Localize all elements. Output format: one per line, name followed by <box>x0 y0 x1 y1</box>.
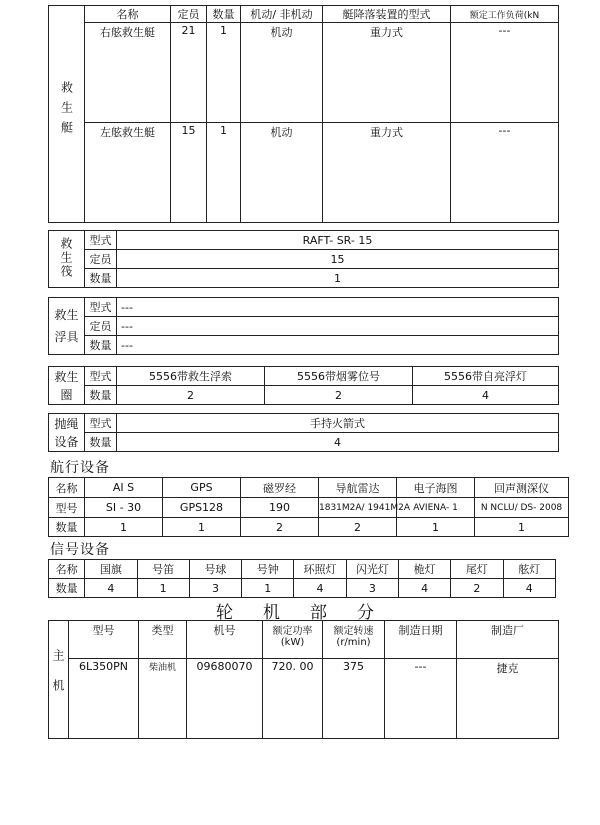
nav-name: 导航雷达 <box>319 478 397 498</box>
lifebuoy-qty: 4 <box>413 386 559 405</box>
nav-qty-label: 数量 <box>49 518 85 537</box>
buoyant-label: 定员 <box>85 317 117 336</box>
engine-table <box>48 620 559 739</box>
lifeboat-header-davit: 艇降落装置的型式 <box>323 6 451 23</box>
engine-cell: 柴油机 <box>139 659 187 739</box>
lifeboat-group-label: 救生艇 <box>49 6 85 223</box>
engine-cell: --- <box>385 659 457 739</box>
linethrow-qty-label: 数量 <box>85 433 117 452</box>
nav-name: AI S <box>85 478 163 498</box>
lifeboat-cell: 机动 <box>241 123 323 223</box>
nav-model: GPS128 <box>163 498 241 518</box>
engine-header: 额定转速 (r/min) <box>323 621 385 659</box>
linethrow-group-label: 抛绳设备 <box>49 414 85 452</box>
lifeboat-header-name: 名称 <box>85 6 171 23</box>
nav-model: AVIENA- 1 <box>397 498 475 518</box>
linethrow-table <box>48 413 559 452</box>
signal-name: 国旗 <box>85 560 137 579</box>
signal-qty: 4 <box>503 579 555 598</box>
buoyant-value: --- <box>117 317 559 336</box>
buoyant-value: --- <box>117 298 559 317</box>
nav-model: SI - 30 <box>85 498 163 518</box>
nav-qty: 2 <box>241 518 319 537</box>
nav-name: GPS <box>163 478 241 498</box>
nav-name: 磁罗经 <box>241 478 319 498</box>
engine-cell: 6L350PN <box>69 659 139 739</box>
buoyant-label: 数量 <box>85 336 117 355</box>
lifeboat-header-propulsion: 机动/ 非机动 <box>241 6 323 23</box>
liferaft-value: 1 <box>117 269 559 288</box>
lifebuoy-type-label: 型式 <box>85 367 117 386</box>
engine-header: 机号 <box>187 621 263 659</box>
nav-qty: 1 <box>475 518 569 537</box>
liferaft-value: RAFT- SR- 15 <box>117 231 559 250</box>
buoyant-group-label: 救生浮具 <box>49 298 85 355</box>
signal-name-label: 名称 <box>49 560 85 579</box>
signal-name: 号球 <box>189 560 241 579</box>
nav-qty: 1 <box>85 518 163 537</box>
lifeboat-cell: 15 <box>171 123 207 223</box>
lifeboat-header-qty: 数量 <box>207 6 241 23</box>
liferaft-label: 型式 <box>85 231 117 250</box>
linethrow-type: 手持火箭式 <box>117 414 559 433</box>
lifeboat-cell: --- <box>451 123 559 223</box>
lifebuoy-qty: 2 <box>265 386 413 405</box>
signal-name: 号钟 <box>242 560 294 579</box>
signal-table <box>48 559 556 598</box>
lifeboat-cell: 左舷救生艇 <box>85 123 171 223</box>
nav-table <box>48 477 569 537</box>
lifeboat-cell: 右舷救生艇 <box>85 23 171 123</box>
signal-qty: 4 <box>85 579 137 598</box>
nav-model: N NCLU/ DS- 2008 <box>475 498 569 518</box>
linethrow-type-label: 型式 <box>85 414 117 433</box>
signal-name: 闪光灯 <box>346 560 398 579</box>
signal-name: 桅灯 <box>398 560 450 579</box>
signal-qty: 1 <box>137 579 189 598</box>
linethrow-qty: 4 <box>117 433 559 452</box>
lifebuoy-type: 5556带救生浮索 <box>117 367 265 386</box>
nav-name: 回声测深仪 <box>475 478 569 498</box>
lifebuoy-group-label: 救生圈 <box>49 367 85 405</box>
nav-name: 电子海图 <box>397 478 475 498</box>
engine-group-label: 主机 <box>49 621 69 739</box>
engine-cell: 720. 00 <box>263 659 323 739</box>
lifebuoy-qty-label: 数量 <box>85 386 117 405</box>
lifebuoy-qty: 2 <box>117 386 265 405</box>
lifebuoy-type: 5556带自亮浮灯 <box>413 367 559 386</box>
signal-name: 号笛 <box>137 560 189 579</box>
buoyant-label: 型式 <box>85 298 117 317</box>
nav-name-label: 名称 <box>49 478 85 498</box>
engine-section-title: 轮机部分 <box>216 603 404 623</box>
nav-model-label: 型号 <box>49 498 85 518</box>
lifebuoy-table <box>48 366 559 405</box>
nav-model: 190 <box>241 498 319 518</box>
signal-name: 舷灯 <box>503 560 555 579</box>
buoyant-table <box>48 297 559 355</box>
engine-header: 制造厂 <box>457 621 559 659</box>
signal-name: 环照灯 <box>294 560 346 579</box>
engine-header: 类型 <box>139 621 187 659</box>
nav-qty: 1 <box>397 518 475 537</box>
engine-cell: 09680070 <box>187 659 263 739</box>
engine-header: 制造日期 <box>385 621 457 659</box>
engine-header: 型号 <box>69 621 139 659</box>
nav-qty: 2 <box>319 518 397 537</box>
signal-qty: 1 <box>242 579 294 598</box>
lifeboat-header-capacity: 定员 <box>171 6 207 23</box>
engine-header: 额定功率 (kW) <box>263 621 323 659</box>
liferaft-label: 数量 <box>85 269 117 288</box>
nav-section-title: 航行设备 <box>50 460 110 476</box>
signal-qty: 4 <box>294 579 346 598</box>
lifeboat-table <box>48 5 559 223</box>
signal-section-title: 信号设备 <box>50 542 110 558</box>
signal-qty: 2 <box>451 579 503 598</box>
nav-model: 1831M2A/ 1941M2A <box>319 498 397 518</box>
signal-qty: 4 <box>398 579 450 598</box>
lifebuoy-type: 5556带烟雾位号 <box>265 367 413 386</box>
liferaft-label: 定员 <box>85 250 117 269</box>
buoyant-value: --- <box>117 336 559 355</box>
lifeboat-cell: 21 <box>171 23 207 123</box>
liferaft-group-label: 救生筏 <box>49 231 85 288</box>
signal-qty: 3 <box>346 579 398 598</box>
lifeboat-cell: 1 <box>207 123 241 223</box>
lifeboat-header-swl: 额定工作负荷(kN <box>451 6 559 23</box>
engine-cell: 375 <box>323 659 385 739</box>
lifeboat-cell: 1 <box>207 23 241 123</box>
engine-cell: 捷克 <box>457 659 559 739</box>
lifeboat-cell: 重力式 <box>323 23 451 123</box>
signal-qty-label: 数量 <box>49 579 85 598</box>
lifeboat-cell: --- <box>451 23 559 123</box>
signal-qty: 3 <box>189 579 241 598</box>
nav-qty: 1 <box>163 518 241 537</box>
liferaft-table <box>48 230 559 288</box>
lifeboat-cell: 机动 <box>241 23 323 123</box>
liferaft-value: 15 <box>117 250 559 269</box>
signal-name: 尾灯 <box>451 560 503 579</box>
lifeboat-cell: 重力式 <box>323 123 451 223</box>
